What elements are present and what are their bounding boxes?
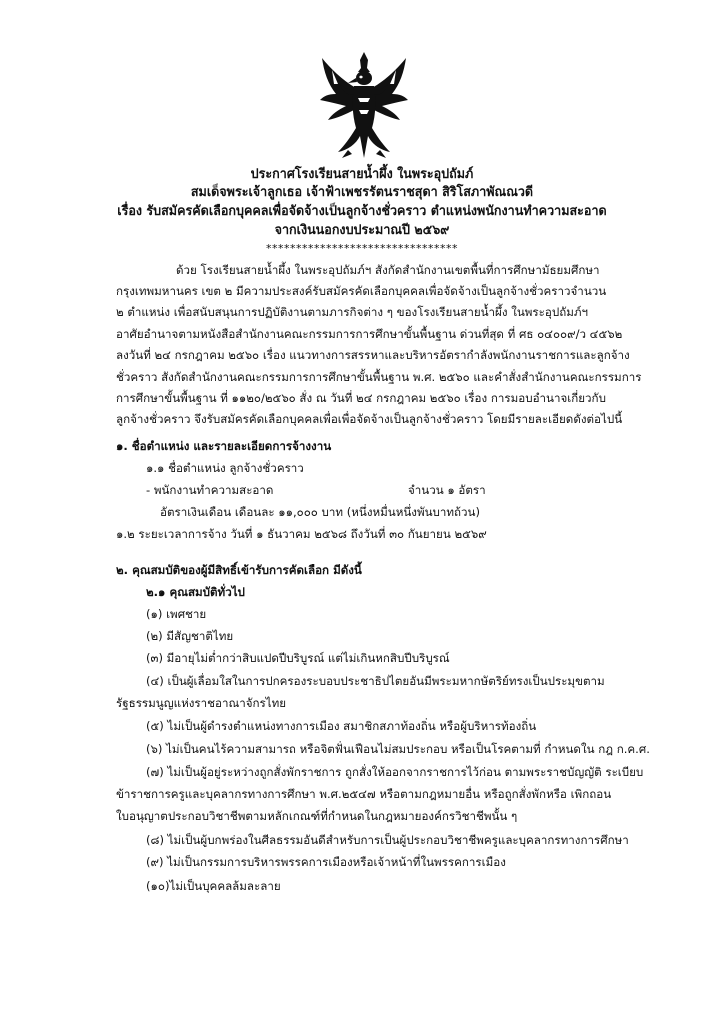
intro-line: ด้วย โรงเรียนสายน้ำผึ้ง ในพระอุปถัมภ์ฯ สังกัดสำนักงานเขตพื้นที่การศึกษามัธยมศึกษา [176,263,600,277]
qualification-item: (๑๐)ไม่เป็นบุคคลล้มละลาย [146,879,281,893]
intro-line: การศึกษาขั้นพื้นฐาน ที่ ๑๑๒๐/๒๕๖๐ สั่ง ณ วันที่ ๒๔ กรกฎาคม ๒๕๖๐ เรื่อง การมอบอำนาจเกี่ยวกับ [116,391,606,405]
item-1-2: ๑.๒ ระยะเวลาการจ้าง วันที่ ๑ ธันวาคม ๒๕๖๘ ถึงวันที่ ๓๐ กันยายน ๒๕๖๙ [116,527,487,541]
qualification-item-continued: ข้าราชการครูและบุคลากรทางการศึกษา พ.ศ.๒๕๔๗ หรือตามกฎหมายอื่น หรือถูกสั่งพักหรือ เพิกถอน [116,787,612,801]
header-line-2: สมเด็จพระเจ้าลูกเธอ เจ้าฟ้าเพชรรัตนราชสุดา สิริโสภาพัณณวดี [190,185,534,200]
section-1-heading: ๑. ชื่อตำแหน่ง และรายละเอียดการจ้างงาน [116,439,332,453]
qualification-item-continued: รัฐธรรมนูญแห่งราชอาณาจักรไทย [116,696,287,710]
intro-line: ลูกจ้างชั่วคราว จึงรับสมัครคัดเลือกบุคคลเพื่อเพื่อจัดจ้างเป็นลูกจ้างชั่วคราว โดยมีรายละเอียดดังต่อไปนี้ [116,412,623,426]
header-line-3: เรื่อง รับสมัครคัดเลือกบุคคลเพื่อจัดจ้างเป็นลูกจ้างชั่วคราว ตำแหน่งพนักงานทำความสะอาด [117,204,607,219]
qualification-item: (๙) ไม่เป็นกรรมการบริหารพรรคการเมืองหรือเจ้าหน้าที่ในพรรคการเมือง [146,855,506,869]
header-line-4: จากเงินนอกงบประมาณปี ๒๕๖๙ [274,223,450,238]
qualification-item: (๑) เพศชาย [146,607,207,621]
qualification-item: (๕) ไม่เป็นผู้ดำรงตำแหน่งทางการเมือง สมาชิกสภาท้องถิ่น หรือผู้บริหารท้องถิ่น [146,719,537,733]
qualification-item: (๓) มีอายุไม่ต่ำกว่าสิบแปดปีบริบูรณ์ แต่ไม่เกินหกสิบปีบริบูรณ์ [146,651,450,665]
qualification-item-continued: ใบอนุญาตประกอบวิชาชีพตามหลักเกณฑ์ที่กำหนดในกฎหมายองค์กรวิชาชีพนั้น ๆ [116,809,518,823]
intro-line: ๒ ตำแหน่ง เพื่อสนับสนุนการปฏิบัติงานตามภารกิจต่าง ๆ ของโรงเรียนสายน้ำผึ้ง ในพระอุปถัมภ์ฯ [116,305,589,319]
qualification-item: (๘) ไม่เป็นผู้บกพร่องในศีลธรรมอันดีสำหรับการเป็นผู้ประกอบวิชาชีพครูและบุคลากรทางการศึกษา [146,833,629,847]
header-line-1: ประกาศโรงเรียนสายน้ำผึ้ง ในพระอุปถัมภ์ [250,167,474,182]
position-name: - พนักงานทำความสะอาด [146,483,274,497]
garuda-emblem-icon [318,50,410,162]
intro-line: อาศัยอำนาจตามหนังสือสำนักงานคณะกรรมการการศึกษาขั้นพื้นฐาน ด่วนที่สุด ที่ ศธ ๐๔๐๐๙/ว ๔๕๖๒ [116,327,623,341]
qualification-item: (๗) ไม่เป็นผู้อยู่ระหว่างถูกสั่งพักราชการ ถูกสั่งให้ออกจากราชการไว้ก่อน ตามพระราชบัญญัติ ระเบียบ [146,765,644,779]
intro-line: ลงวันที่ ๒๔ กรกฎาคม ๒๕๖๐ เรื่อง แนวทางการสรรหาและบริหารอัตรากำลังพนักงานราชการและลูกจ้าง [116,348,630,362]
section-2-heading: ๒. คุณสมบัติของผู้มีสิทธิ์เข้ารับการคัดเลือก มีดังนี้ [116,563,362,577]
intro-line: กรุงเทพมหานคร เขต ๒ มีความประสงค์รับสมัครคัดเลือกบุคคลเพื่อจัดจ้างเป็นลูกจ้างชั่วคราวจำนวน [116,284,607,298]
separator-stars: ******************************** [266,242,458,255]
qualification-item: (๖) ไม่เป็นคนไร้ความสามารถ หรือจิตฟั่นเฟือนไม่สมประกอบ หรือเป็นโรคตามที่ กำหนดใน กฎ ก.ค.ศ. [146,742,650,756]
intro-line: ชั่วคราว สังกัดสำนักงานคณะกรรมการการศึกษาขั้นพื้นฐาน พ.ศ. ๒๕๖๐ และคำสั่งสำนักงานคณะกรรมการ [116,370,642,384]
salary-info: อัตราเงินเดือน เดือนละ ๑๑,๐๐๐ บาท (หนึ่งหมื่นหนึ่งพันบาทถ้วน) [160,505,481,519]
section-2-1-heading: ๒.๑ คุณสมบัติทั่วไป [146,585,245,599]
qualification-item: (๔) เป็นผู้เลื่อมใสในการปกครองระบอบประชาธิปไตยอันมีพระมหากษัตริย์ทรงเป็นประมุขตาม [146,674,605,688]
item-1-1: ๑.๑ ชื่อตำแหน่ง ลูกจ้างชั่วคราว [146,461,304,475]
position-quota: จำนวน ๑ อัตรา [408,483,486,497]
qualification-item: (๒) มีสัญชาติไทย [146,629,234,643]
